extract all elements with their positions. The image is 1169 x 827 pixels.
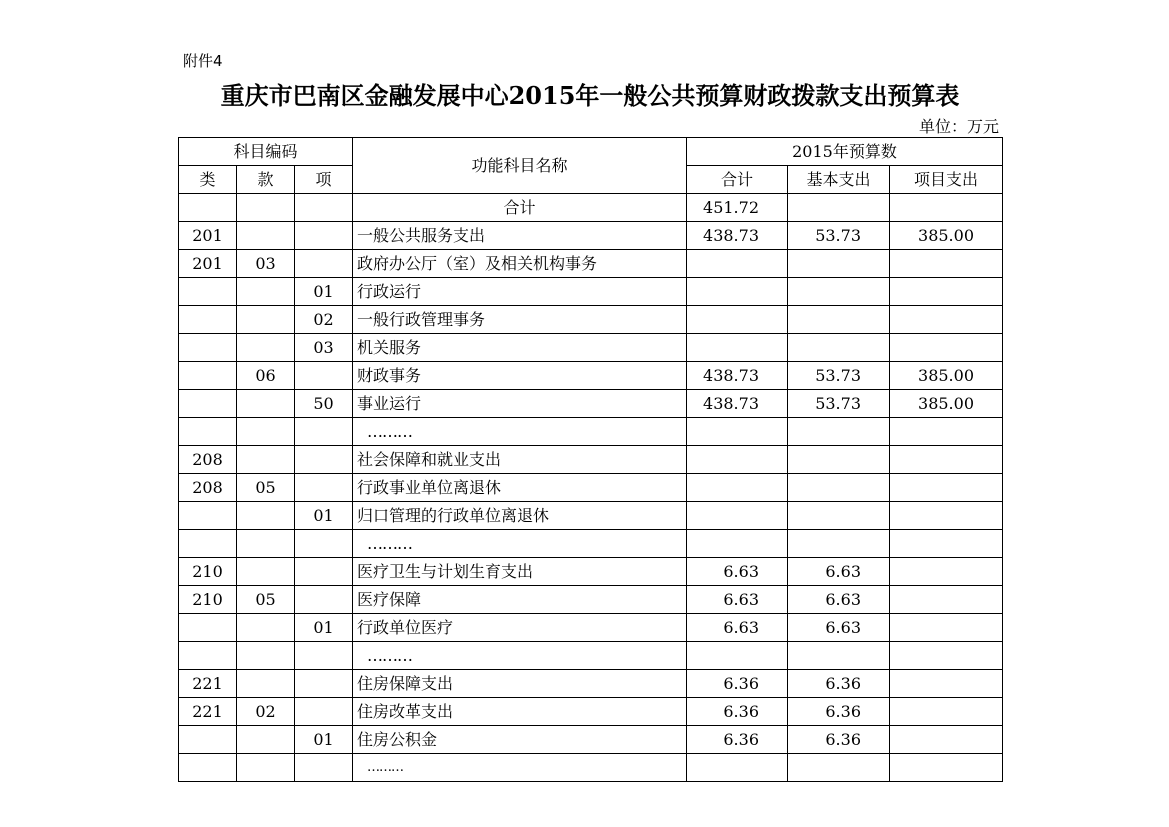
code-class-cell: 210: [179, 558, 237, 586]
table-row: [179, 698, 1003, 726]
project-cell: [890, 306, 1003, 334]
project-cell: [890, 250, 1003, 278]
code-class-cell: 221: [179, 670, 237, 698]
attachment-label: 附件4: [183, 52, 223, 70]
basic-cell: [788, 334, 890, 362]
basic-cell: 6.36: [788, 698, 890, 726]
code-item-cell: [295, 642, 353, 670]
code-item-cell: [295, 754, 353, 782]
basic-cell: [788, 418, 890, 446]
code-class-cell: [179, 642, 237, 670]
code-class-cell: [179, 614, 237, 642]
table-row: [179, 614, 1003, 642]
total-cell: [687, 250, 788, 278]
code-section-cell: 02: [237, 698, 295, 726]
code-section-cell: [237, 502, 295, 530]
function-name-cell: 医疗卫生与计划生育支出: [353, 558, 687, 586]
header-basic: 基本支出: [788, 166, 890, 194]
code-item-cell: 03: [295, 334, 353, 362]
function-name-cell: 社会保障和就业支出: [353, 446, 687, 474]
total-cell: [687, 502, 788, 530]
function-name-cell: 医疗保障: [353, 586, 687, 614]
basic-cell: 53.73: [788, 362, 890, 390]
total-cell: 6.36: [687, 726, 788, 754]
header-function-name: 功能科目名称: [353, 138, 687, 194]
page-title: 重庆市巴南区金融发展中心2015年一般公共预算财政拨款支出预算表: [220, 81, 960, 110]
function-name-cell: 合计: [353, 194, 687, 222]
function-name-cell: 行政单位医疗: [353, 614, 687, 642]
project-cell: [890, 558, 1003, 586]
code-class-cell: [179, 278, 237, 306]
project-cell: [890, 586, 1003, 614]
table-row: [179, 334, 1003, 362]
project-cell: [890, 698, 1003, 726]
table-row: [179, 726, 1003, 754]
code-class-cell: [179, 754, 237, 782]
total-cell: [687, 474, 788, 502]
code-item-cell: [295, 530, 353, 558]
function-name-cell: 住房改革支出: [353, 698, 687, 726]
function-name-cell: 政府办公厅（室）及相关机构事务: [353, 250, 687, 278]
basic-cell: [788, 446, 890, 474]
function-name-cell: 一般公共服务支出: [353, 222, 687, 250]
header-code-section: 款: [237, 166, 295, 194]
code-item-cell: 01: [295, 278, 353, 306]
code-section-cell: [237, 670, 295, 698]
code-class-cell: [179, 726, 237, 754]
code-class-cell: [179, 418, 237, 446]
project-cell: 385.00: [890, 362, 1003, 390]
code-section-cell: 05: [237, 474, 295, 502]
table-row: [179, 558, 1003, 586]
header-budget-group: 2015年预算数: [687, 138, 1003, 166]
table-row: [179, 362, 1003, 390]
code-class-cell: 208: [179, 446, 237, 474]
function-name-cell: 事业运行: [353, 390, 687, 418]
code-section-cell: [237, 334, 295, 362]
total-cell: [687, 530, 788, 558]
total-cell: 451.72: [687, 194, 788, 222]
code-class-cell: 210: [179, 586, 237, 614]
table-row: [179, 502, 1003, 530]
project-cell: [890, 614, 1003, 642]
code-section-cell: [237, 306, 295, 334]
table-row: [179, 754, 1003, 782]
code-section-cell: [237, 558, 295, 586]
code-class-cell: 208: [179, 474, 237, 502]
code-class-cell: [179, 390, 237, 418]
code-class-cell: 201: [179, 222, 237, 250]
total-cell: [687, 418, 788, 446]
total-cell: 6.63: [687, 614, 788, 642]
code-section-cell: [237, 278, 295, 306]
code-class-cell: [179, 502, 237, 530]
code-section-cell: [237, 222, 295, 250]
code-item-cell: [295, 670, 353, 698]
table-row: [179, 222, 1003, 250]
table-row: [179, 278, 1003, 306]
project-cell: [890, 278, 1003, 306]
table-row: [179, 670, 1003, 698]
project-cell: 385.00: [890, 222, 1003, 250]
budget-table: [178, 137, 1003, 782]
code-item-cell: [295, 586, 353, 614]
total-cell: [687, 306, 788, 334]
budget-table-body: [179, 194, 1003, 782]
basic-cell: 6.36: [788, 726, 890, 754]
table-row: [179, 642, 1003, 670]
total-cell: [687, 278, 788, 306]
basic-cell: 53.73: [788, 222, 890, 250]
header-project: 项目支出: [890, 166, 1003, 194]
code-class-cell: 221: [179, 698, 237, 726]
project-cell: [890, 726, 1003, 754]
basic-cell: [788, 278, 890, 306]
code-item-cell: [295, 474, 353, 502]
header-code-item: 项: [295, 166, 353, 194]
code-item-cell: [295, 250, 353, 278]
code-section-cell: [237, 642, 295, 670]
code-section-cell: [237, 446, 295, 474]
function-name-cell: 行政事业单位离退休: [353, 474, 687, 502]
basic-cell: [788, 474, 890, 502]
project-cell: [890, 474, 1003, 502]
project-cell: 385.00: [890, 390, 1003, 418]
code-section-cell: 06: [237, 362, 295, 390]
function-name-cell: 一般行政管理事务: [353, 306, 687, 334]
code-section-cell: [237, 418, 295, 446]
unit-label: 单位：万元: [918, 117, 999, 136]
function-name-cell: 归口管理的行政单位离退休: [353, 502, 687, 530]
code-class-cell: [179, 306, 237, 334]
total-cell: 6.36: [687, 698, 788, 726]
total-cell: 438.73: [687, 222, 788, 250]
project-cell: [890, 446, 1003, 474]
function-name-cell: 住房公积金: [353, 726, 687, 754]
basic-cell: [788, 754, 890, 782]
code-item-cell: [295, 194, 353, 222]
project-cell: [890, 194, 1003, 222]
basic-cell: 53.73: [788, 390, 890, 418]
total-cell: 438.73: [687, 390, 788, 418]
basic-cell: 6.63: [788, 558, 890, 586]
code-section-cell: [237, 390, 295, 418]
code-item-cell: [295, 698, 353, 726]
project-cell: [890, 334, 1003, 362]
basic-cell: [788, 530, 890, 558]
header-code-group: 科目编码: [179, 138, 353, 166]
code-section-cell: 05: [237, 586, 295, 614]
basic-cell: 6.63: [788, 614, 890, 642]
basic-cell: [788, 306, 890, 334]
code-section-cell: [237, 614, 295, 642]
total-cell: 6.36: [687, 670, 788, 698]
basic-cell: [788, 642, 890, 670]
code-item-cell: 02: [295, 306, 353, 334]
project-cell: [890, 754, 1003, 782]
function-name-cell: 机关服务: [353, 334, 687, 362]
table-row: [179, 418, 1003, 446]
code-class-cell: [179, 530, 237, 558]
total-cell: 6.63: [687, 558, 788, 586]
basic-cell: 6.63: [788, 586, 890, 614]
table-row: [179, 390, 1003, 418]
table-row: [179, 306, 1003, 334]
code-item-cell: [295, 446, 353, 474]
header-row-1: [179, 138, 1003, 166]
total-cell: [687, 754, 788, 782]
total-cell: 6.63: [687, 586, 788, 614]
code-section-cell: 03: [237, 250, 295, 278]
header-total: 合计: [687, 166, 788, 194]
code-section-cell: [237, 194, 295, 222]
total-cell: [687, 642, 788, 670]
code-class-cell: [179, 334, 237, 362]
function-name-cell: ………: [353, 642, 687, 670]
function-name-cell: 财政事务: [353, 362, 687, 390]
project-cell: [890, 502, 1003, 530]
basic-cell: [788, 502, 890, 530]
total-cell: 438.73: [687, 362, 788, 390]
project-cell: [890, 530, 1003, 558]
code-item-cell: [295, 222, 353, 250]
table-row: [179, 586, 1003, 614]
basic-cell: [788, 194, 890, 222]
total-cell: [687, 446, 788, 474]
project-cell: [890, 642, 1003, 670]
code-item-cell: 01: [295, 502, 353, 530]
function-name-cell: 住房保障支出: [353, 670, 687, 698]
table-row: [179, 446, 1003, 474]
code-item-cell: [295, 362, 353, 390]
table-row: [179, 474, 1003, 502]
code-section-cell: [237, 754, 295, 782]
code-item-cell: [295, 558, 353, 586]
code-section-cell: [237, 726, 295, 754]
code-section-cell: [237, 530, 295, 558]
table-row: [179, 194, 1003, 222]
code-item-cell: 50: [295, 390, 353, 418]
function-name-cell: ………: [353, 530, 687, 558]
code-item-cell: 01: [295, 726, 353, 754]
code-class-cell: 201: [179, 250, 237, 278]
code-item-cell: 01: [295, 614, 353, 642]
project-cell: [890, 670, 1003, 698]
table-row: [179, 250, 1003, 278]
project-cell: [890, 418, 1003, 446]
total-cell: [687, 334, 788, 362]
table-row: [179, 530, 1003, 558]
header-code-class: 类: [179, 166, 237, 194]
function-name-cell: ………: [353, 418, 687, 446]
basic-cell: 6.36: [788, 670, 890, 698]
function-name-cell: ………: [353, 754, 687, 782]
basic-cell: [788, 250, 890, 278]
code-item-cell: [295, 418, 353, 446]
code-class-cell: [179, 362, 237, 390]
function-name-cell: 行政运行: [353, 278, 687, 306]
code-class-cell: [179, 194, 237, 222]
